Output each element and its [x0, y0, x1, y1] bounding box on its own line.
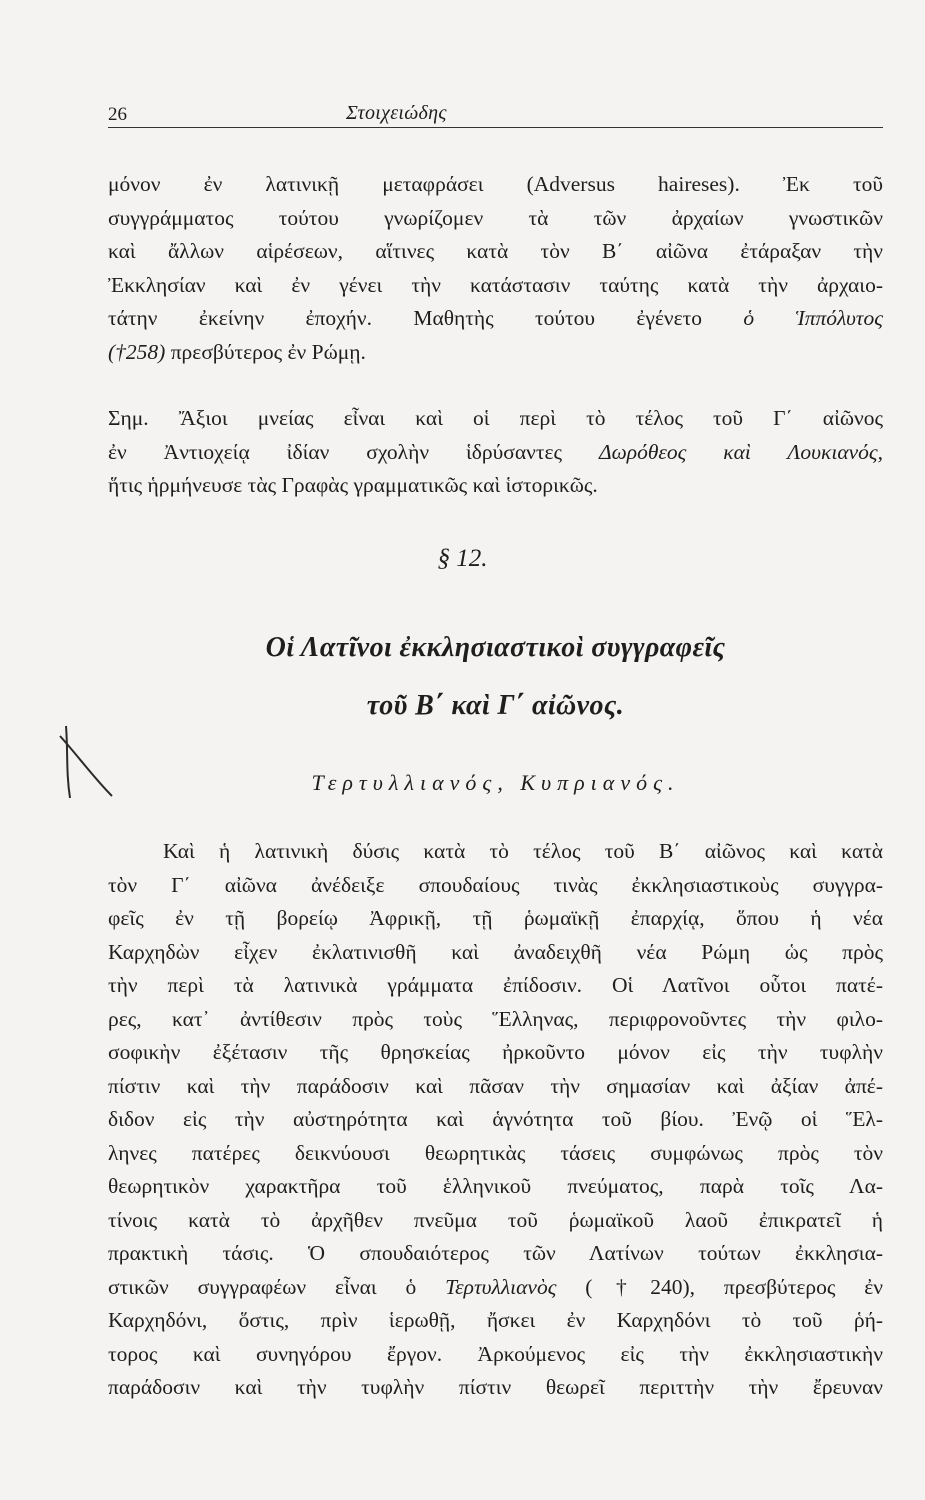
- text-line: πρακτικὴ τάσις. Ὁ σπουδαιότερος τῶν Λατίνων τούτων ἐκκλησια-: [108, 1241, 883, 1265]
- section-authors: Τερτυλλιανός, Κυπριανός.: [311, 770, 680, 795]
- section-title-line-1: Οἱ Λατῖνοι ἐκκλησιαστικοὶ συγγραφεῖς: [265, 632, 726, 663]
- text-fragment: τάτην ἐκείνην ἐποχήν. Μαθητὴς τούτου ἐγένετο: [108, 306, 744, 330]
- text-line: [108, 302, 883, 336]
- text-line: τορος καὶ συνηγόρου ἔργον. Ἀρκούμενος εἰς τὴν ἐκκλησιαστικὴν: [108, 1341, 883, 1366]
- text-line: ρες, κατ᾽ ἀντίθεσιν πρὸς τοὺς Ἕλληνας, περιφρονοῦντες τὴν φιλο-: [108, 1006, 883, 1031]
- text-fragment: στικῶν συγγραφέων εἶναι ὁ: [108, 1274, 446, 1299]
- note-paragraph: [108, 402, 883, 503]
- text-line: Καρχηδόνι, ὅστις, πρὶν ἱερωθῇ, ἤσκει ἐν Καρχηδόνι τὸ τοῦ ῥή-: [108, 1308, 883, 1332]
- person-name-tertullian: Τερτυλλιανὸς: [445, 1274, 557, 1299]
- text-line: θεωρητικὸν χαρακτῆρα τοῦ ἑλληνικοῦ πνεύματος, παρὰ τοῖς Λα-: [108, 1174, 883, 1198]
- text-line: σοφικὴν ἐξέτασιν τῆς θρησκείας ἠρκοῦντο μόνον εἰς τὴν τυφλὴν: [108, 1040, 883, 1064]
- text-line: καὶ ἄλλων αἱρέσεων, αἵτινες κατὰ τὸν Β΄ αἰῶνα ἐτάραξαν τὴν: [108, 239, 883, 263]
- text-line: [108, 1271, 883, 1305]
- text-line: Καὶ ἡ λατινικὴ δύσις κατὰ τὸ τέλος τοῦ Β΄ αἰῶνος καὶ κατὰ: [163, 839, 883, 863]
- date-fragment: (†258): [108, 339, 166, 364]
- text-line: Καρχηδὼν εἶχεν ἐκλατινισθῆ καὶ ἀναδειχθῆ νέα Ρώμη ὡς πρὸς: [108, 939, 883, 964]
- text-line: πίστιν καὶ τὴν παράδοσιν καὶ πᾶσαν τὴν σημασίαν καὶ ἀξίαν ἀπέ-: [108, 1073, 883, 1098]
- text-line: διδον εἰς τὴν αὐστηρότητα καὶ ἁγνότητα τοῦ βίου. Ἐνῷ οἱ Ἕλ-: [108, 1107, 883, 1131]
- page-number: 26: [108, 104, 127, 125]
- text-line: τὴν περὶ τὰ λατινικὰ γράμματα ἐπίδοσιν. Οἱ Λατῖνοι οὗτοι πατέ-: [108, 973, 883, 997]
- header-rule: [108, 127, 883, 128]
- text-fragment: (†240), πρεσβύτερος ἐν: [556, 1274, 883, 1299]
- note-line: [108, 436, 883, 470]
- running-title: Στοιχειώδης: [346, 102, 447, 124]
- text-line: τίνοις κατὰ τὸ ἀρχῆθεν πνεῦμα τοῦ ῥωμαϊκοῦ λαοῦ ἐπικρατεῖ ἡ: [108, 1207, 883, 1232]
- section-title-line-2: τοῦ Β΄ καὶ Γ΄ αἰῶνος.: [366, 690, 625, 721]
- main-paragraph: [108, 835, 883, 1405]
- text-line: παράδοσιν καὶ τὴν τυφλὴν πίστιν θεωρεῖ περιττὴν τὴν ἔρευναν: [108, 1375, 883, 1399]
- text-line: [108, 336, 883, 370]
- text-line: τὸν Γ΄ αἰῶνα ἀνέδειξε σπουδαίους τινὰς ἐκκλησιαστικοὺς συγγρα-: [108, 872, 883, 897]
- person-names: Δωρόθεος καὶ Λουκιανός,: [599, 439, 884, 464]
- note-line: Σημ. Ἄξιοι μνείας εἶναι καὶ οἱ περὶ τὸ τέλος τοῦ Γ΄ αἰῶνος: [108, 406, 883, 430]
- section-number: § 12.: [437, 545, 488, 572]
- paragraph-1: [108, 168, 883, 369]
- text-line: φεῖς ἐν τῇ βορείῳ Ἀφρικῇ, τῇ ῥωμαϊκῇ ἐπαρχίᾳ, ὅπου ἡ νέα: [108, 906, 883, 930]
- page-header: [108, 100, 883, 132]
- text-line: ληνες πατέρες δεικνύουσι θεωρητικὰς τάσεις συμφώνως πρὸς τὸν: [108, 1140, 883, 1165]
- text-line: μόνον ἐν λατινικῇ μεταφράσει (Adversus haireses). Ἐκ τοῦ: [108, 172, 883, 196]
- note-line: ἥτις ἡρμήνευσε τὰς Γραφὰς γραμματικῶς καὶ ἱστορικῶς.: [108, 473, 598, 497]
- text-line: συγγράμματος τούτου γνωρίζομεν τὰ τῶν ἀρχαίων γνωστικῶν: [108, 205, 883, 230]
- text-line: Ἐκκλησίαν καὶ ἐν γένει τὴν κατάστασιν ταύτης κατὰ τὴν ἀρχαιο-: [108, 272, 883, 297]
- text-fragment: πρεσβύτερος ἐν Ρώμῃ.: [165, 339, 366, 364]
- person-name-hippolytus: ὁ Ἱππόλυτος: [743, 306, 883, 330]
- text-fragment: ἐν Ἀντιοχείᾳ ἰδίαν σχολὴν ἱδρύσαντες: [108, 439, 599, 464]
